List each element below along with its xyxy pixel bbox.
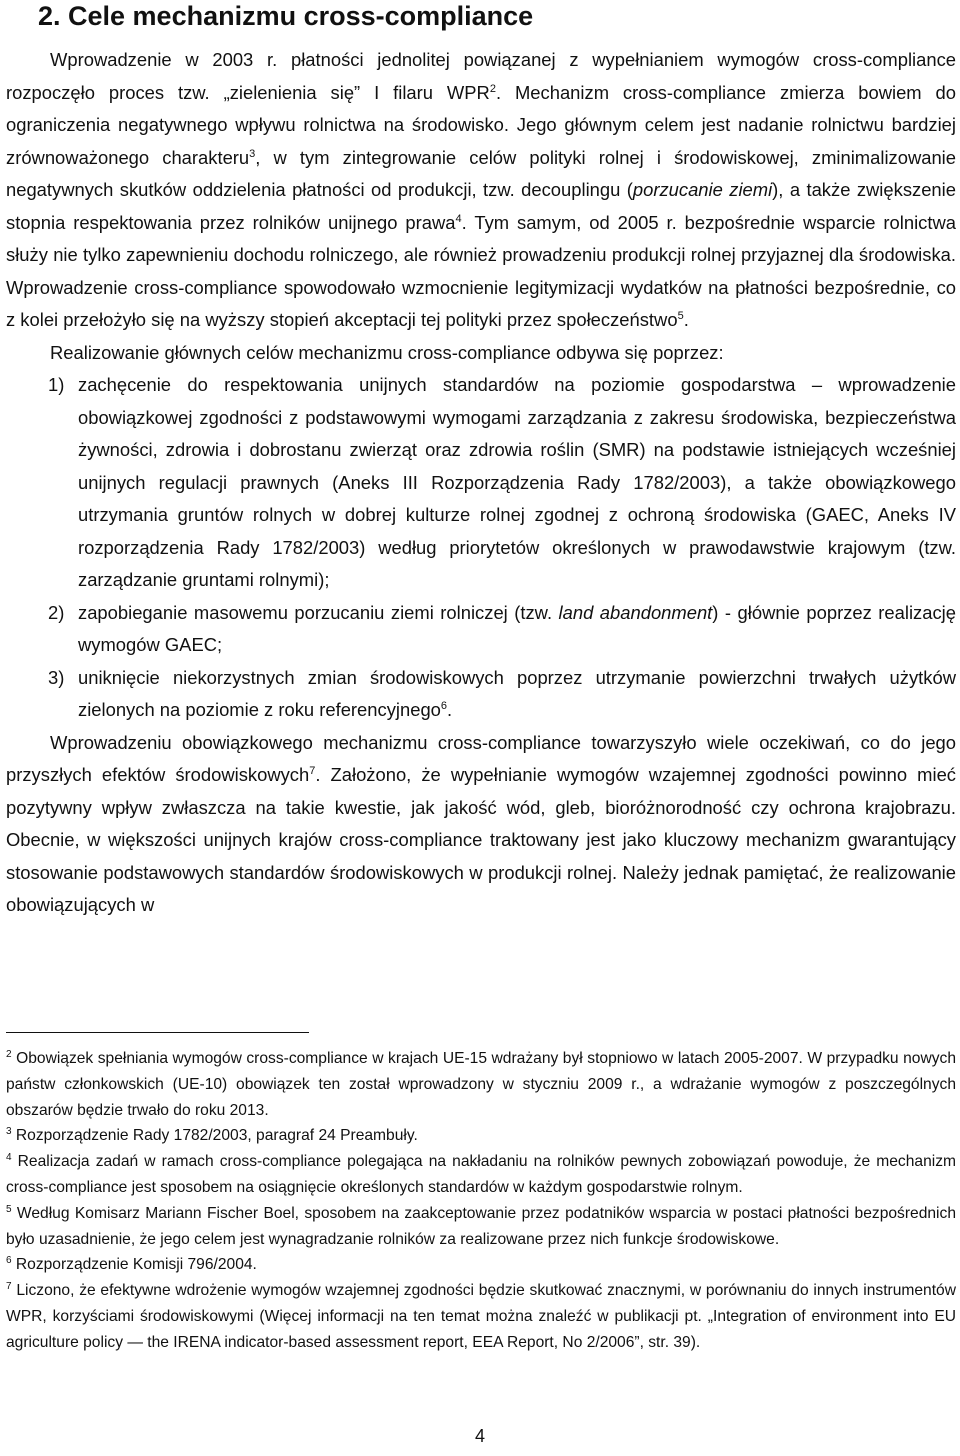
text-run: . Mechanizm cross-compliance zmierza bowiem do ograniczenia negatywnego wpływu rolnictwa na środowisko. Jego głównym celem jest nadanie rolnictwu bardziej zrównoważonego charakteru xyxy=(6,81,956,168)
footnote xyxy=(6,1278,956,1355)
footnote-separator xyxy=(6,1032,309,1033)
italic-term: porzucanie ziemi xyxy=(632,179,773,200)
footnote-text: Rozporządzenie Rady 1782/2003, paragraf 24 Preambuły. xyxy=(11,1127,418,1145)
footnote xyxy=(6,1123,956,1149)
text-run: Wprowadzenie w 2003 r. płatności jednolitej powiązanej z wypełnianiem wymogów cross-compliance rozpoczęło proces tzw. „zielenienia się” I filaru WPR xyxy=(6,49,956,103)
footnote-text: Rozporządzenie Komisji 796/2004. xyxy=(11,1256,257,1274)
text-run: ), a także zwiększenie stopnia respektowania przez rolników unijnego prawa xyxy=(6,179,956,233)
footnote-number: 3 xyxy=(6,1126,12,1138)
list-item-text: . xyxy=(447,699,453,720)
text-run: Wprowadzeniu obowiązkowego mechanizmu cross-compliance towarzyszyło wiele oczekiwań, co do jego przyszłych efektów środowiskowych xyxy=(6,731,956,785)
footnote-ref[interactable]: 2 xyxy=(489,82,496,95)
list-item-text: zachęcenie do respektowania unijnych standardów na poziomie gospodarstwa – wprowadzenie obowiązkowej zgodności z podstawowymi wymogami zarządzania z zakresu środowiska, bezpieczeństwa żywności, zdrowia i dobrostanu zwierząt oraz zdrowia roślin (SMR) na podstawie istniejących wcześniej unijnych regulacji prawnych (Aneks III Rozporządzenia Rady 1782/2003), a także obowiązkowego utrzymania gruntów rolnych w dobrej kulturze rolnej zgodnej z ochroną środowiska (GAEC, Aneks IV rozporządzenia Rady 1782/2003) według priorytetów określonych w prawodawstwie krajowym (tzw. zarządzanie gruntami rolnymi); xyxy=(78,374,956,590)
list-item-text: uniknięcie niekorzystnych zmian środowiskowych poprzez utrzymanie powierzchni trwałych użytków zielonych na poziomie z roku referencyjnego xyxy=(78,666,956,720)
italic-term: land abandonment xyxy=(558,601,713,623)
footnote-text: Obowiązek spełniania wymogów cross-compliance w krajach UE-15 wdrażany był stopniowo w latach 2005-2007. W przypadku nowych państw członkowskich (UE-10) obowiązek ten został wprowadzony w styczniu 2009 r., a wdrażanie wymogów z poszczególnych obszarów będzie trwało do roku 2013. xyxy=(6,1050,956,1119)
footnote xyxy=(6,1252,956,1278)
goals-list xyxy=(6,369,956,727)
footnote-ref[interactable]: 6 xyxy=(440,699,448,712)
footnote xyxy=(6,1046,956,1123)
footnotes xyxy=(6,1046,956,1356)
footnote-ref[interactable]: 4 xyxy=(455,212,462,225)
footnote-ref[interactable]: 7 xyxy=(309,764,316,777)
paragraph-1 xyxy=(6,44,956,337)
footnote-ref[interactable]: 5 xyxy=(677,309,684,322)
list-number: 1) xyxy=(48,374,65,395)
list-item xyxy=(6,369,956,597)
section-heading: 2. Cele mechanizmu cross-compliance xyxy=(38,1,534,31)
list-item-text: ) - głównie poprzez realizację wymogów GAEC; xyxy=(78,601,956,655)
footnote-number: 5 xyxy=(6,1203,12,1215)
list-number: 2) xyxy=(48,601,65,623)
body-text xyxy=(6,44,956,922)
text-run: . Tym samym, od 2005 r. bezpośrednie wsparcie rolnictwa służy nie tylko zapewnieniu dochodu rolniczego, ale również prowadzeniu produkcji rolnej przyjaznej dla środowiska. Wprowadzenie cross-compliance spowodowało wzmocnienie legitymizacji wydatków na płatności bezpośrednie, co z kolei przełożyło się na wyższy stopień akceptacji tej polityki przez społeczeństwo xyxy=(6,211,956,330)
page-number: 4 xyxy=(474,1426,485,1446)
footnote-text: Realizacja zadań w ramach cross-compliance polegająca na nakładaniu na rolników pewnych zobowiązań powoduje, że mechanizm cross-compliance jest sposobem na osiągnięcie określonych standardów w każdym gospodarstwie rolnym. xyxy=(6,1153,956,1196)
list-item xyxy=(6,662,956,727)
footnote-number: 2 xyxy=(6,1048,12,1060)
list-number: 3) xyxy=(48,666,65,688)
footnote-text: Liczono, że efektywne wdrożenie wymogów wzajemnej zgodności będzie skutkować znacznymi, w porównaniu do innych instrumentów WPR, korzyściami środowiskowymi (Więcej informacji na ten temat można znaleźć w publikacji pt. „Integration of environment into EU agriculture policy — the IRENA indicator-based assessment report, EEA Report, No 2/2006”, str. 39). xyxy=(6,1282,956,1351)
text-run: . Założono, że wypełnianie wymogów wzajemnej zgodności powinno mieć pozytywny wpływ zwłaszcza na takie kwestie, jak jakość wód, gleb, bioróżnorodność czy ochrona krajobrazu. Obecnie, w większości unijnych krajów cross-compliance traktowany jest jako kluczowy mechanizm gwarantujący stosowanie podstawowych standardów środowiskowych w produkcji rolnej. Należy jednak pamiętać, że realizowanie obowiązujących w xyxy=(6,764,956,915)
list-item xyxy=(6,597,956,662)
footnote-ref[interactable]: 3 xyxy=(249,147,256,160)
text-run: . xyxy=(683,309,689,330)
paragraph-3 xyxy=(6,727,956,922)
footnote-text: Według Komisarz Mariann Fischer Boel, sposobem na zaakceptowanie przez podatników wsparcia w postaci płatności bezpośrednich było uzasadnienie, że jego celem jest wynagradzanie rolników za realizowane przez nich funkcje środowiskowe. xyxy=(6,1204,956,1248)
paragraph-2: Realizowanie głównych celów mechanizmu cross-compliance odbywa się poprzez: xyxy=(50,341,724,363)
footnote xyxy=(6,1201,956,1253)
footnote-number: 7 xyxy=(6,1280,12,1292)
list-item-text: zapobieganie masowemu porzucaniu ziemi rolniczej (tzw. xyxy=(78,601,559,623)
footnote-number: 4 xyxy=(6,1152,12,1163)
footnote xyxy=(6,1149,956,1201)
footnote-number: 6 xyxy=(6,1255,12,1267)
text-run: , w tym zintegrowanie celów polityki rolnej i środowiskowej, zminimalizowanie negatywnych skutków oddzielenia płatności od produkcji, tzw. decouplingu ( xyxy=(6,146,956,200)
